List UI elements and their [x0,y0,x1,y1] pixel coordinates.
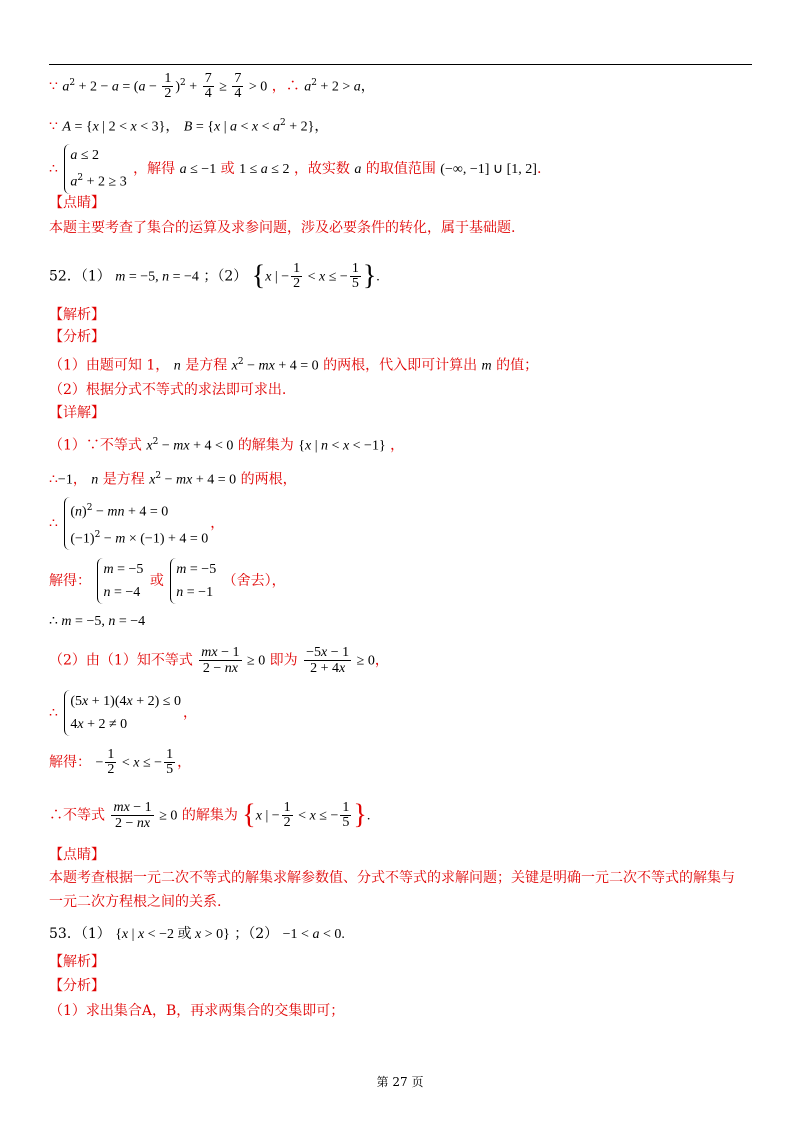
detail-52-line1: （1）∵不等式 $x^2$ − mx + 4 < 0 的解集为 {x | n < x < −1} ， [49,437,405,454]
line-sets-AB: ∵ A = {x | 2 < x < 3}， B = {x | $a < x < a^2 + 2$}， [49,118,329,135]
detail-52-line7-system: ∴ (5x + 1)(4x + 2) ≤ 0 4x + 2 ≠ 0 ， [49,690,197,736]
detail-52-line2: ∴−1， n 是方程 $x^2$ − mx + 4 = 0 的两根， [49,471,297,488]
detail-52-line8: 解得： − $\frac{1}{2}$ < x ≤ − $\frac{1}{5}$ ， [49,747,192,777]
section-52-fenxi-1: （1）由题可知 1， n 是方程 $x^2$ − mx + 4 = 0 的两根，代入即可计算出 m 的值； [49,357,539,374]
section-52-dianjing-label: 【点睛】 [49,847,105,863]
section-52-xiangjie: 【详解】 [49,405,105,421]
page-number: 第 27 页 [376,1075,424,1089]
section-53-jiexi: 【解析】 [49,954,105,970]
section-52-jiexi: 【解析】 [49,307,105,323]
section-51-dianjing-text: 本题主要考查了集合的运算及求参问题，涉及必要条件的转化，属于基础题. [49,220,516,236]
problem-52-answer: 52．（1） m = −5, n = −4 ；（2） {x | − $\frac{1}{2}$ < x ≤ − $\frac{1}{5}$ }. [49,260,380,292]
section-52-dianjing-2: 一元二次方程根之间的关系. [49,894,222,910]
section-53-fenxi: 【分析】 [49,978,105,994]
detail-52-line9: ∴不等式 $\frac{mx - 1}{2 - nx}$ ≥ 0 的解集为 {x | − $\frac{1}{2}$ < x ≤ − $\frac{1}{5}$ }. [49,799,371,831]
line-inequality-a2: ∵ $a^2 + 2 - a = (a$ − $\frac{1}{2}$ )$^2$ + $\frac{7}{4}$ ≥ $\frac{7}{4}$ > 0 ，∴ $a^2 + 2 > a$， [49,71,375,101]
section-51-dianjing-label: 【点睛】 [49,195,105,211]
problem-53-answer: 53．（1） {x | x < −2 或 x > 0} ；（2） −1 < a < 0. [49,926,345,942]
section-53-fenxi-1: （1）求出集合A，B，再求两集合的交集即可； [49,1003,345,1019]
line-solve-a: ∴ a ≤ 2 $a^2 + 2 \ge 3$ ，解得 a ≤ −1 或 1 ≤ a ≤ 2 ，故实数 a 的取值范围 (−∞, −1] ∪ [1, 2]. [49,144,541,194]
detail-52-line4-solutions: 解得： m = −5 n = −4 或 m = −5 n = −1 （舍去）， [49,558,286,604]
header-rule [49,64,752,65]
section-52-fenxi-2: （2）根据分式不等式的求法即可求出. [49,382,287,398]
detail-52-line6: （2）由（1）知不等式 $\frac{mx - 1}{2 - nx}$ ≥ 0 即为 $\frac{-5x - 1}{2 + 4x}$ ≥ 0， [49,645,389,676]
section-52-fenxi: 【分析】 [49,329,105,345]
section-52-dianjing-1: 本题考查根据一元二次不等式的解集求解参数值、分式不等式的求解问题；关键是明确一元二次不等式的解集与 [49,870,735,886]
detail-52-line3-system: ∴ $(n)^2$ − mn + 4 = 0 $(-1)^2 - m \times (-1) + 4 = 0$ ， [49,497,224,550]
detail-52-line5: ∴ m = −5, n = −4 [49,614,146,629]
